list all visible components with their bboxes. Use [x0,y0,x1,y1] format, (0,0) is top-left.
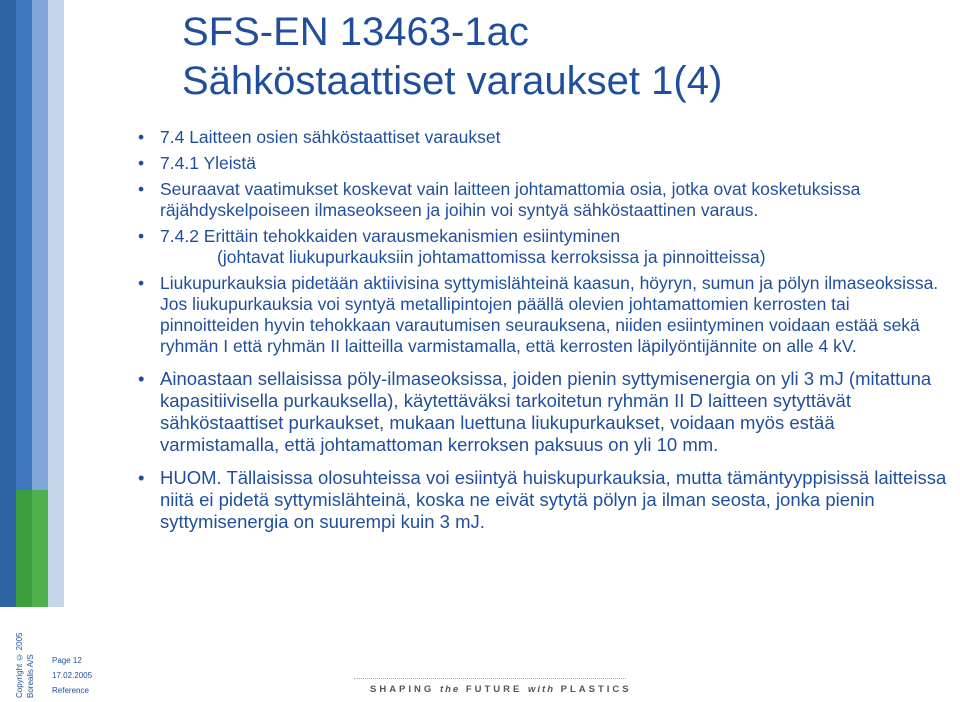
company-slogan [370,684,632,695]
title-line-2: Sähköstaattiset varaukset 1(4) [182,59,723,103]
bullet-subtext: (johtavat liukupurkauksiin johtamattomissa kerroksissa ja pinnoitteissa) [217,247,766,267]
bullet-marker: • [138,467,145,488]
bullet-text: Liukupurkauksia pidetään aktiivisina syttymislähteinä kaasun, höyryn, sumun ja pölyn ilmaseoksissa. Jos liukupurkauksia voi syntyä metallipintojen päällä olevien johtamattomien kerrosten tai pinnoitteiden hyvin tehokkaan varautumisen seurauksena, niiden esiintyminen voidaan estää sekä ryhmän I että ryhmän II laitteilla varmistamalla, että kerrosten läpilyöntijännite on alle 4 kV. [160,273,939,356]
slogan-word: the [439,684,461,695]
bullet-text: 7.4.1 Yleistä [160,153,256,173]
bullet-text: Ainoastaan sellaisissa pöly-ilmaseoksissa, joiden pienin syttymisenergia on yli 3 mJ (mitattuna kapasitiivisella purkauksella), käytettäväksi tarkoitetun ryhmän II D laitteen sytyttävät sähköstaattiset purkaukset, mukaan luettuna liukupurkaukset, voidaan myös estää varmistamalla, että johtamattoman kerroksen paksuus on yli 10 mm. [160,368,932,455]
footer-reference: Reference [52,686,89,695]
title-line-1: SFS-EN 13463-1ac [182,10,529,54]
decor-stripe-1 [0,0,16,607]
slogan-word: SHAPING [370,684,435,695]
bullet-marker: • [138,273,145,293]
slogan-word: PLASTICS [560,684,632,695]
bullet-item [138,273,948,357]
bullet-marker: • [138,153,145,173]
bullet-item [138,179,948,221]
decor-stripe-green-1 [16,490,32,607]
bullet-text: Seuraavat vaatimukset koskevat vain laitteen johtamattomia osia, jotka ovat kosketuksissa räjähdyskelpoiseen ilmaseokseen ja joihin voi syntyä sähköstaattinen varaus. [160,179,861,220]
bullet-marker: • [138,179,145,199]
footer-divider [354,678,626,679]
bullet-item [138,153,948,174]
bullet-text: 7.4.2 Erittäin tehokkaiden varausmekanismien esiintyminen [160,226,621,246]
bullet-marker: • [138,368,145,389]
bullet-item [138,226,948,268]
slide-title [182,8,942,106]
slogan-word: FUTURE [465,684,523,695]
copyright-notice [14,632,35,698]
company-name: Borealis A/S [26,654,35,698]
bullet-marker: • [138,127,145,147]
bullet-marker: • [138,226,145,246]
copyright-text: Copyright © 2005 [15,632,24,698]
decor-stripe-green-2 [32,490,48,607]
bullet-item [138,467,948,533]
slogan-word: with [528,684,555,695]
bullet-text: HUOM. Tällaisissa olosuhteissa voi esiintyä huiskupurkauksia, mutta tämäntyyppisissä laitteissa niitä ei pidetä syttymislähteinä, koska ne eivät sytytä pölyn ja ilman seosta, jonka pienin syttymisenergia on suurempi kuin 3 mJ. [160,467,947,532]
bullet-item [138,127,948,148]
page-number: Page 12 [52,656,82,665]
decor-stripe-4 [48,0,64,607]
bullet-item [138,368,948,456]
footer-info [52,653,92,698]
slide-body [138,127,948,533]
bullet-text: 7.4 Laitteen osien sähköstaattiset varaukset [160,127,501,147]
footer-date: 17.02.2005 [52,671,93,680]
